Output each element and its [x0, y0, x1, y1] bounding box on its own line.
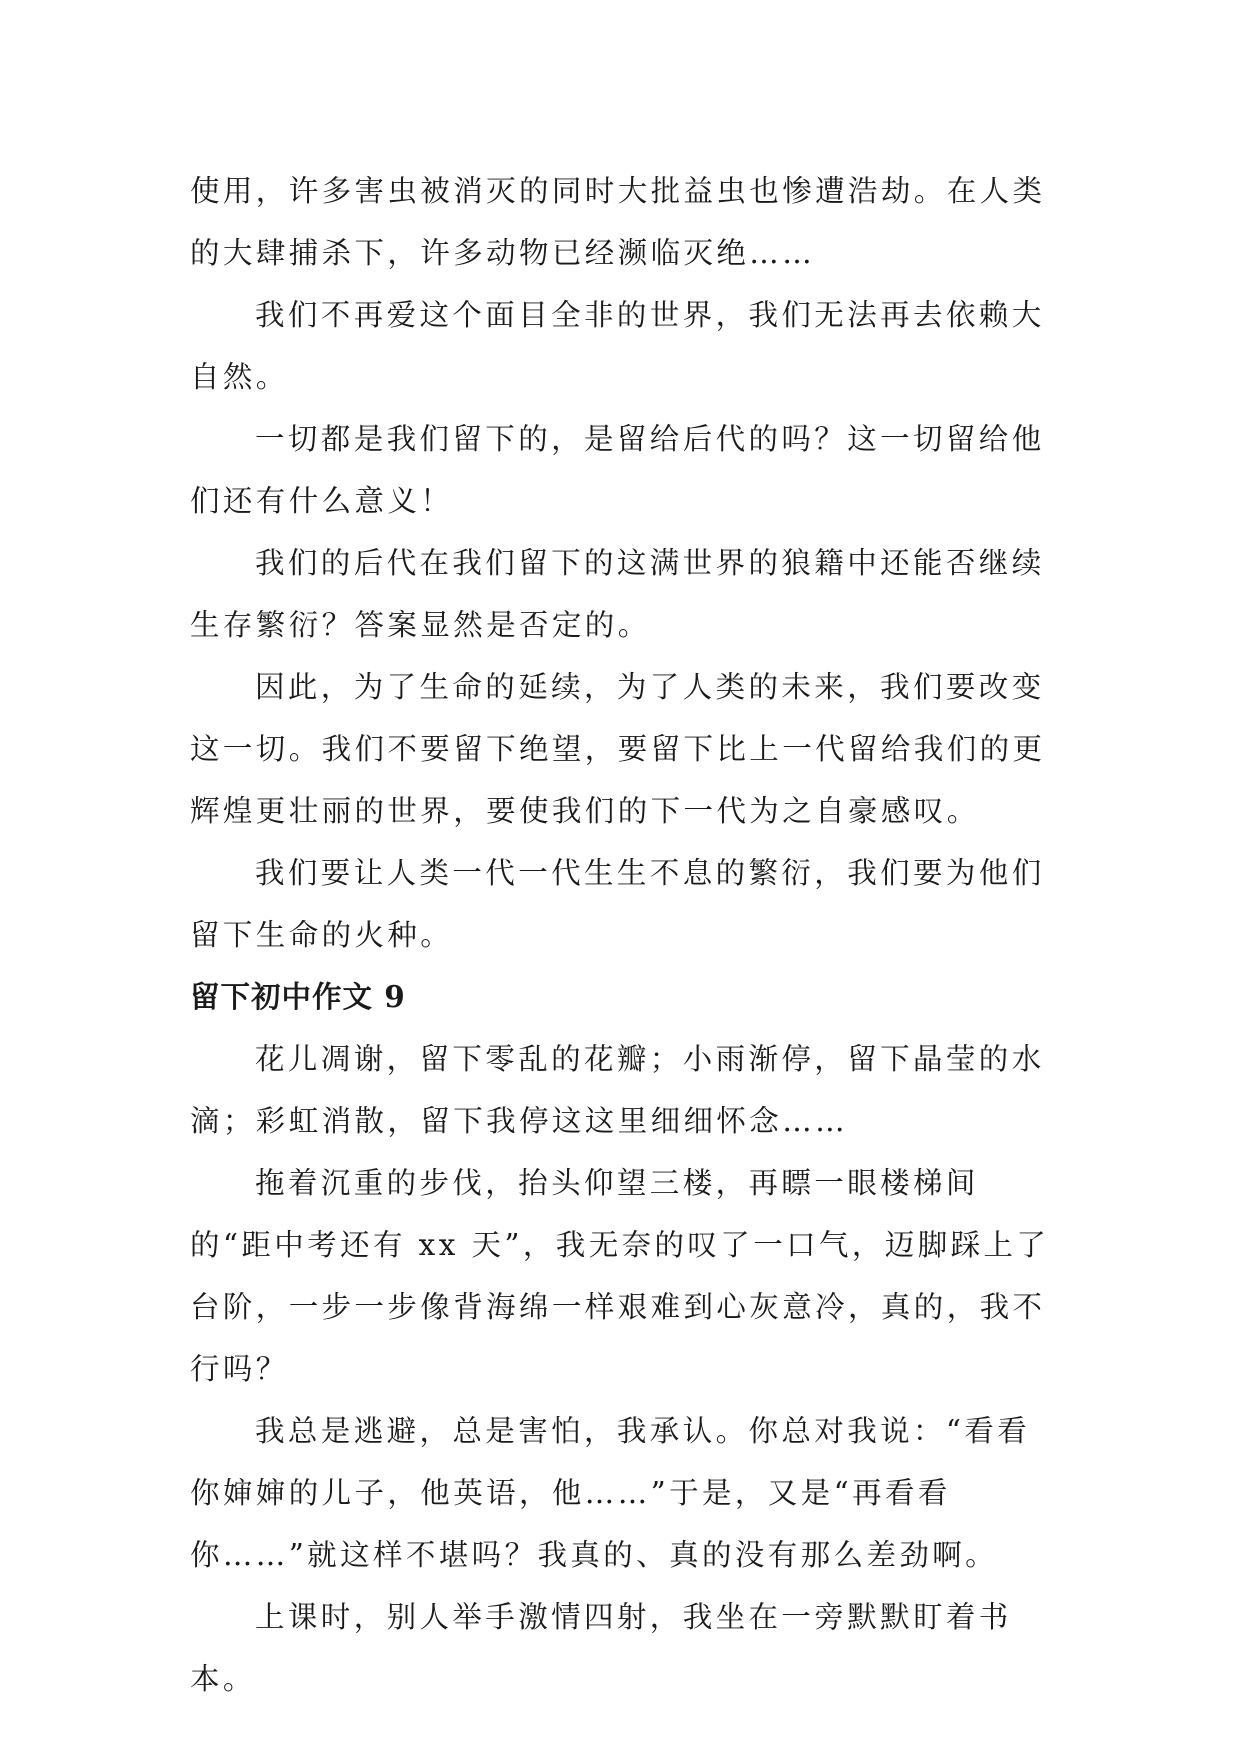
paragraph: 上课时，别人举手激情四射，我坐在一旁默默盯着书本。	[190, 1600, 1012, 1696]
paragraph: 我们不再爱这个面目全非的世界，我们无法再去依赖大自然。	[190, 298, 1045, 394]
document-page	[190, 160, 1060, 1710]
paragraph: 使用，许多害虫被消灭的同时大批益虫也惨遭浩劫。在人类的大肆捕杀下，许多动物已经濒临灭绝……	[190, 174, 1046, 270]
paragraph: 拖着沉重的步伐，抬头仰望三楼，再瞟一眼楼梯间的“距中考还有 xx 天”，我无奈的叹了一口气，迈脚踩上了台阶，一步一步像背海绵一样艰难到心灰意冷，真的，我不行吗？	[190, 1166, 1050, 1386]
paragraph: 我们的后代在我们留下的这满世界的狼籍中还能否继续生存繁衍？答案显然是否定的。	[190, 546, 1045, 642]
paragraph: 因此，为了生命的延续，为了人类的未来，我们要改变这一切。我们不要留下绝望，要留下比上一代留给我们的更辉煌更壮丽的世界，要使我们的下一代为之自豪感叹。	[190, 670, 1046, 828]
section-title: 留下初中作文 9	[190, 979, 406, 1014]
paragraph: 一切都是我们留下的，是留给后代的吗？这一切留给他们还有什么意义！	[190, 422, 1045, 518]
paragraph: 我们要让人类一代一代生生不息的繁衍，我们要为他们留下生命的火种。	[190, 856, 1045, 952]
paragraph: 花儿凋谢，留下零乱的花瓣；小雨渐停，留下晶莹的水滴；彩虹消散，留下我停这这里细细怀念……	[190, 1042, 1045, 1138]
paragraph: 我总是逃避，总是害怕，我承认。你总对我说：“看看你婶婶的儿子，他英语，他……”于是，又是“再看看你……”就这样不堪吗？我真的、真的没有那么差劲啊。	[190, 1414, 1031, 1572]
